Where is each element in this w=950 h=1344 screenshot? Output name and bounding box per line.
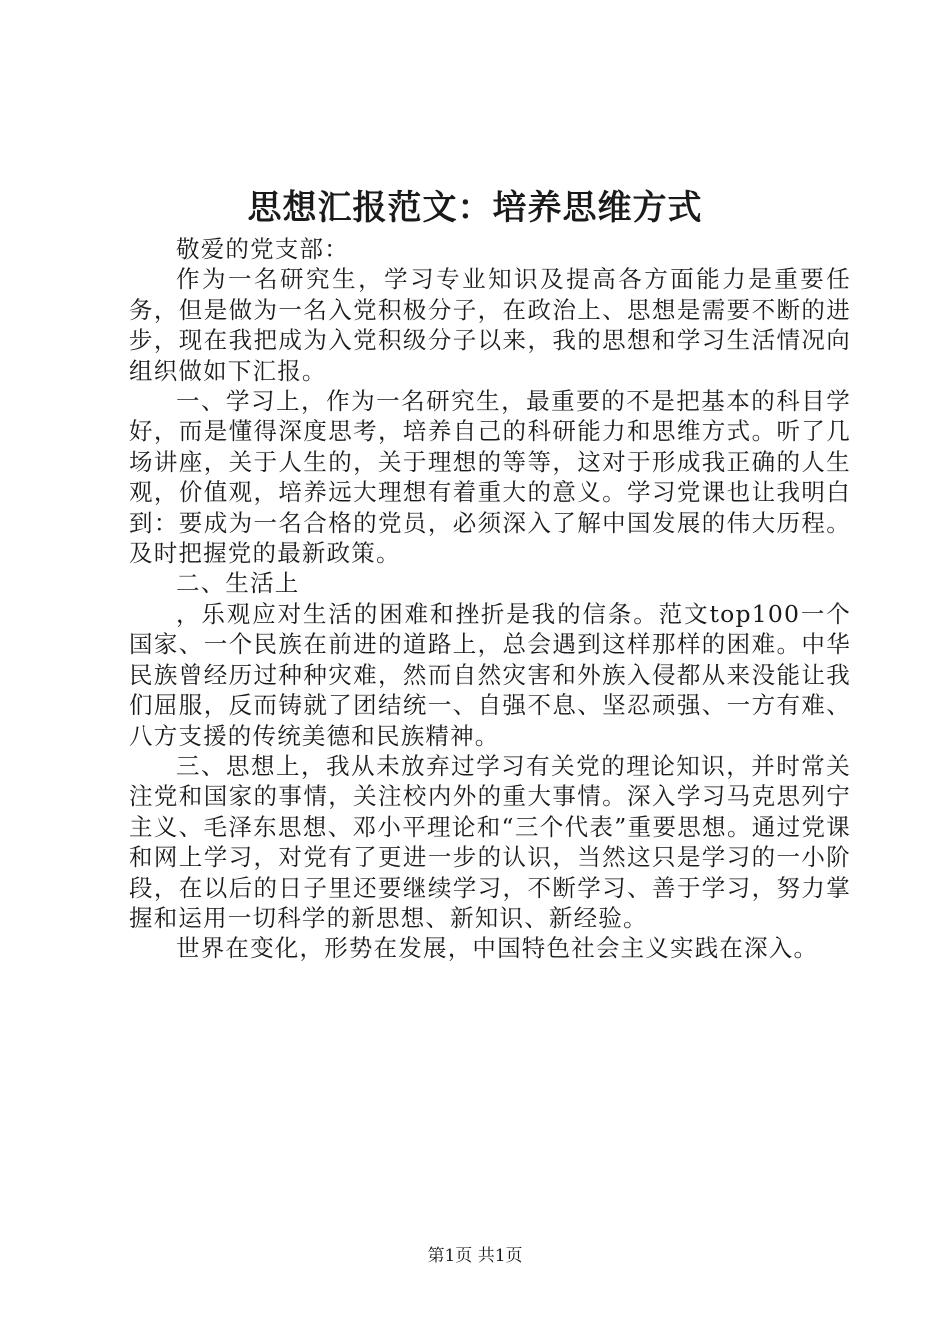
document-title: 思想汇报范文：培养思维方式 (247, 188, 703, 228)
document-body (129, 234, 851, 964)
paragraph-thought: 三、思想上，我从未放弃过学习有关党的理论知识，并时常关注党和国家的事情，关注校内外的重大事情。深入学习马克思列宁主义、毛泽东思想、邓小平理论和“三个代表”重要思想。通过党课和网上学习，对党有了更进一步的认识，当然这只是学习的一小阶段，在以后的日子里还要继续学习，不断学习、善于学习，努力掌握和运用一切科学的新思想、新知识、新经验。 (129, 751, 851, 932)
paragraph-intro: 作为一名研究生，学习专业知识及提高各方面能力是重要任务，但是做为一名入党积极分子，在政治上、思想是需要不断的进步，现在我把成为入党积级分子以来，我的思想和学习生活情况向组织做如下汇报。 (129, 265, 851, 385)
paragraph-closing: 世界在变化，形势在发展，中国特色社会主义实践在深入。 (176, 934, 819, 963)
paragraph-life: ，乐观应对生活的困难和挫折是我的信条。范文top100一个国家、一个民族在前进的道路上，总会遇到这样那样的困难。中华民族曾经历过种种灾难，然而自然灾害和外族入侵都从来没能让我们屈服，反而铸就了团结统一、自强不息、坚忍顽强、一方有难、八方支援的传统美德和民族精神。 (129, 599, 851, 750)
paragraph-life-heading: 二、生活上 (176, 569, 300, 598)
salutation: 敬爱的党支部： (176, 235, 349, 263)
paragraph-study: 一、学习上，作为一名研究生，最重要的不是把基本的科目学好，而是懂得深度思考，培养自己的科研能力和思维方式。听了几场讲座，关于人生的，关于理想的等等，这对于形成我正确的人生观，价值观，培养远大理想有着重大的意义。学习党课也让我明白到：要成为一名合格的党员，必须深入了解中国发展的伟大历程。及时把握党的最新政策。 (129, 387, 851, 568)
page-footer: 第1页 共1页 (427, 1246, 523, 1266)
